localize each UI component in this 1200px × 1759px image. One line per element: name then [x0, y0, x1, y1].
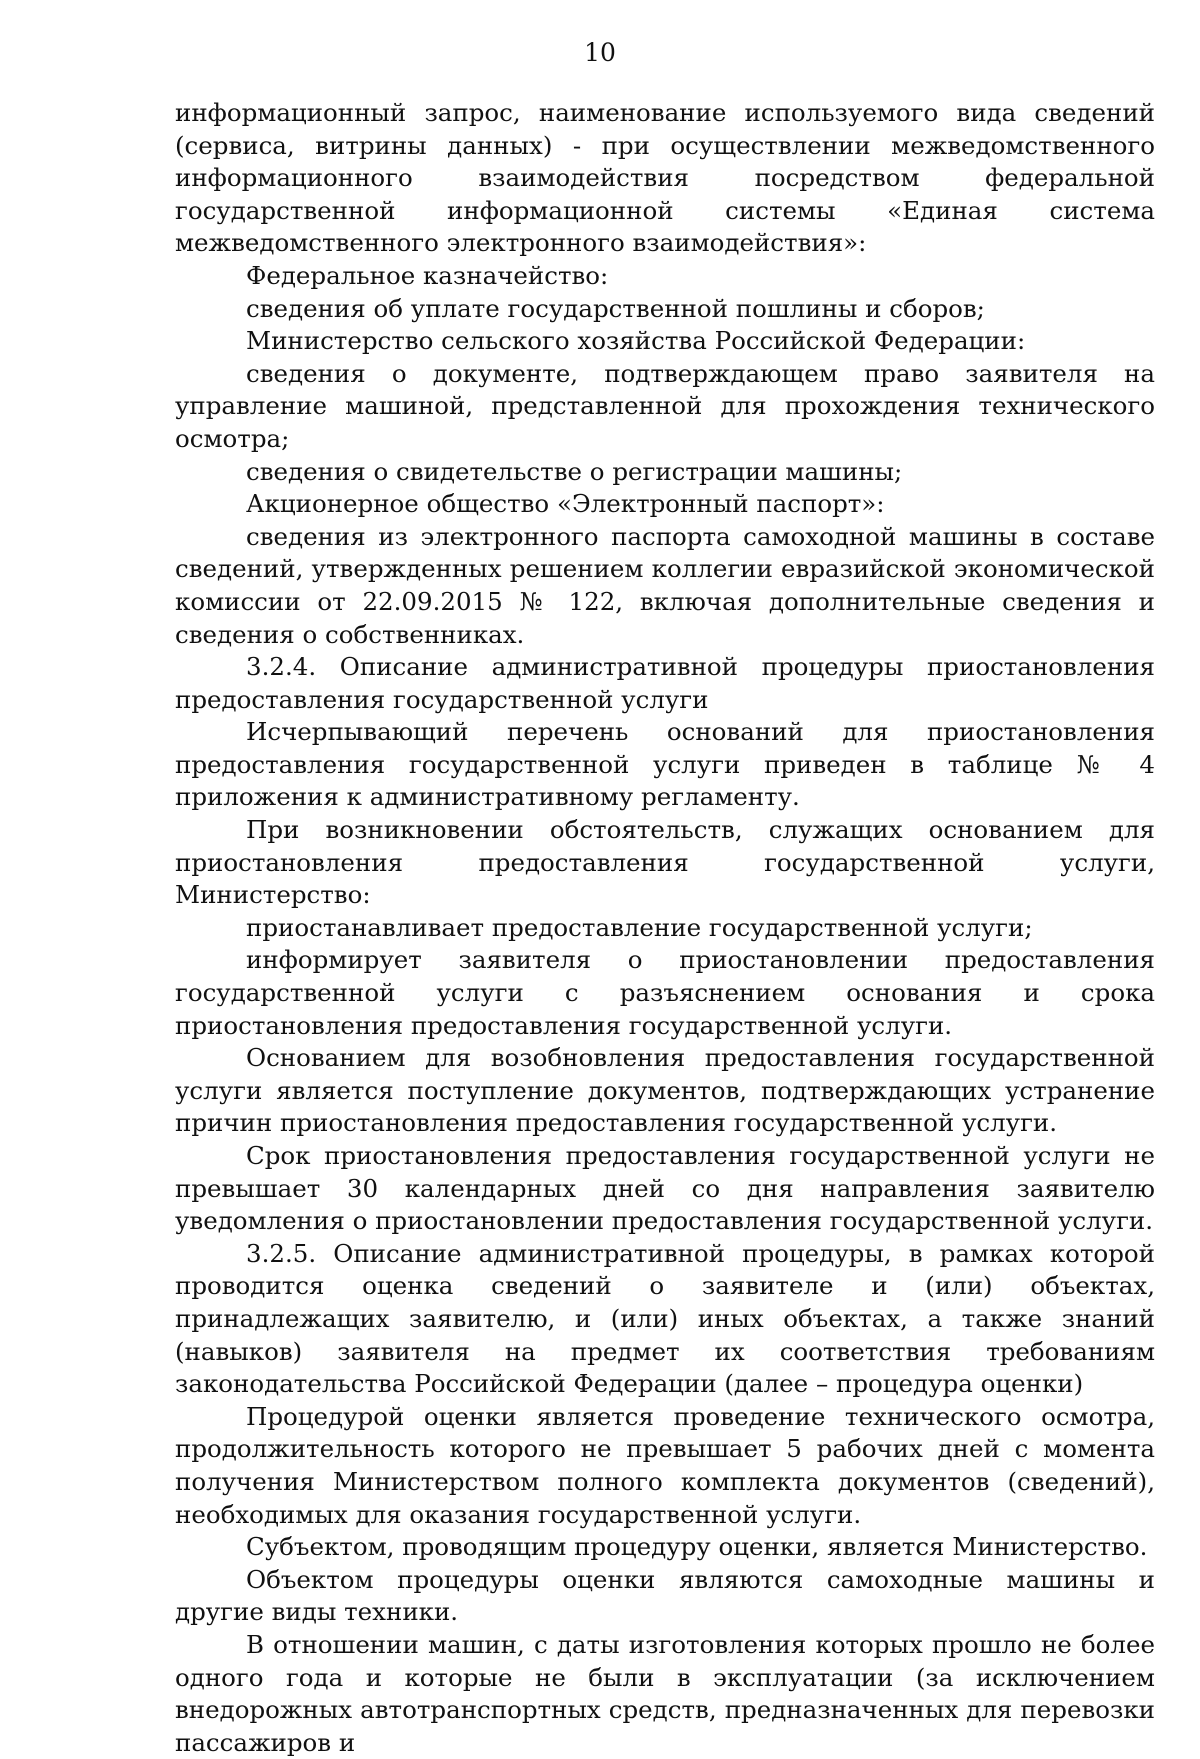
paragraph: приостанавливает предоставление государственной услуги;	[246, 912, 1033, 942]
document-body	[175, 97, 1155, 1759]
section-heading-3-2-4: 3.2.4. Описание административной процедуры приостановления предоставления государственной услуги	[175, 652, 1155, 714]
paragraph: Министерство сельского хозяйства Российской Федерации:	[246, 326, 1026, 356]
paragraph: Срок приостановления предоставления государственной услуги не превышает 30 календарных дней со дня направления заявителю уведомления о приостановлении предоставления государственной услуги.	[175, 1141, 1155, 1236]
paragraph: Федеральное казначейство:	[246, 260, 609, 290]
paragraph: сведения о свидетельстве о регистрации машины;	[246, 456, 903, 486]
paragraph: информационный запрос, наименование используемого вида сведений (сервиса, витрины данных) - при осуществлении межведомственного информационного взаимодействия посредством федеральной государственной информационной системы «Единая система межведомственного электронного взаимодействия»:	[175, 98, 1155, 258]
paragraph: сведения о документе, подтверждающем право заявителя на управление машиной, представленной для прохождения технического осмотра;	[175, 358, 1155, 453]
paragraph: Субъектом, проводящим процедуру оценки, является Министерство.	[246, 1532, 1148, 1562]
paragraph: Основанием для возобновления предоставления государственной услуги является поступление документов, подтверждающих устранение причин приостановления предоставления государственной услуги.	[175, 1043, 1155, 1138]
paragraph: сведения из электронного паспорта самоходной машины в составе сведений, утвержденных решением коллегии евразийской экономической комиссии от 22.09.2015 № 122, включая дополнительные сведения и сведения о собственниках.	[175, 521, 1155, 649]
paragraph: Акционерное общество «Электронный паспорт»:	[246, 489, 885, 519]
paragraph: сведения об уплате государственной пошлины и сборов;	[246, 293, 985, 323]
section-heading-3-2-5: 3.2.5. Описание административной процедуры, в рамках которой проводится оценка сведений о заявителе и (или) объектах, принадлежащих заявителю, и (или) иных объектах, а также знаний (навыков) заявителя на предмет их соответствия требованиям законодательства Российской Федерации (далее – процедура оценки)	[175, 1238, 1155, 1399]
paragraph: Объектом процедуры оценки являются самоходные машины и другие виды техники.	[175, 1564, 1155, 1627]
paragraph: Исчерпывающий перечень оснований для приостановления предоставления государственной услуги приведен в таблице № 4 приложения к административному регламенту.	[175, 717, 1155, 812]
paragraph: Процедурой оценки является проведение технического осмотра, продолжительность которого не превышает 5 рабочих дней с момента получения Министерством полного комплекта документов (сведений), необходимых для оказания государственной услуги.	[175, 1401, 1155, 1529]
paragraph: информирует заявителя о приостановлении предоставления государственной услуги с разъяснением основания и срока приостановления предоставления государственной услуги.	[175, 945, 1155, 1040]
paragraph: В отношении машин, с даты изготовления которых прошло не более одного года и которые не были в эксплуатации (за исключением внедорожных автотранспортных средств, предназначенных для перевозки пассажиров и	[175, 1629, 1155, 1757]
page-number: 10	[584, 38, 616, 67]
paragraph: При возникновении обстоятельств, служащих основанием для приостановления предоставления государственной услуги, Министерство:	[175, 815, 1155, 910]
